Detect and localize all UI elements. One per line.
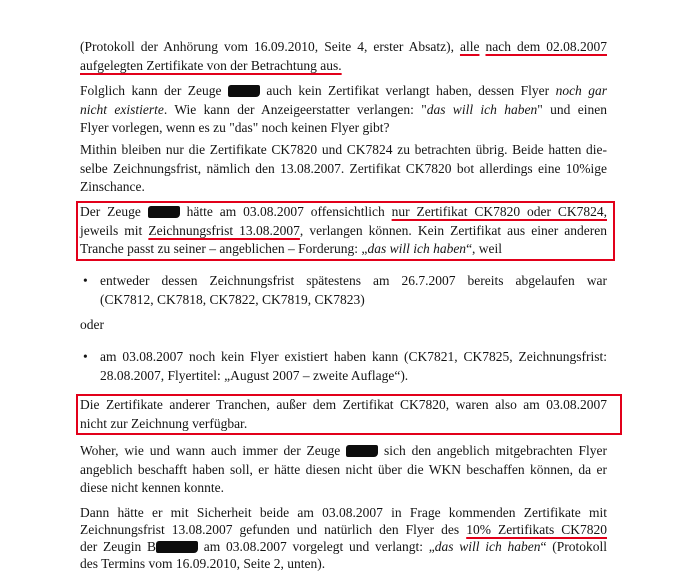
text-line [100,291,607,310]
paragraph-lines [80,316,607,335]
text-segment: Dann hätte er mit Sicherheit beide am 03.08.2007 in Frage kommenden Zertifikate mit [80,505,607,520]
text-line [80,461,607,480]
text-segment: jeweils mit [80,222,149,238]
conjunction-oder [80,316,607,335]
highlighted-paragraph-availability [76,394,622,435]
text-line [80,396,607,415]
underlined-text: aufgelegten Zertifikate von der Betrachtung aus. [80,57,342,73]
paragraph-remaining-certificates [80,141,607,197]
bullet-glyph: • [83,273,88,288]
text-segment: des Termins vom 16.09.2010, Seite 2, unten). [80,556,326,571]
italic-text: das will ich haben [434,539,541,554]
underlined-text: Zeichnungsfrist 13.08.2007 [148,222,300,238]
text-line [80,141,607,160]
paragraph-flyer-presented [80,504,607,572]
text-line [100,367,607,386]
redaction-mark [346,445,378,457]
paragraph-protocol-reference [80,38,607,75]
text-segment: " und einen [537,101,607,117]
text-line [80,222,607,241]
text-segment: hätte am 03.08.2007 offensichtlich [179,204,392,219]
text-segment: Woher, wie und wann auch immer der Zeuge [80,443,347,458]
text-segment: Die Zertifikate anderer Tranchen, außer dem Zertifikat CK7820, waren also am 03.08.2007 [80,397,607,412]
text-line [100,348,607,367]
text-segment: am 03.08.2007 vorgelegt und verlangt: „ [198,539,435,554]
redaction-mark [228,85,260,97]
text-segment: (CK7812, CK7818, CK7822, CK7819, CK7823) [100,291,365,307]
paragraph-lines [80,82,607,138]
text-segment: auch kein Zertifikat verlangt haben, dessen Flyer [259,83,556,98]
paragraph-flyer-not-existing [80,82,607,138]
bullet-glyph: • [83,349,88,364]
text-segment: am 03.08.2007 noch kein Flyer existiert haben kann (CK7821, CK7825, Zeichnungsfrist: [100,349,607,364]
text-segment: nicht zur Zeichnung verfügbar. [80,415,248,431]
text-segment: “, weil [466,241,503,256]
bullet-lines [100,348,607,385]
text-line [80,504,607,521]
text-line [80,101,607,120]
paragraph-lines [80,203,607,259]
text-line [80,555,607,572]
text-segment: “ (Protokoll [540,539,607,554]
text-segment: . Wie kann der Anzeigeerstatter verlangen: " [163,101,427,117]
underlined-text: 10% Zertifikats CK7820 [466,522,607,537]
text-line [80,240,607,259]
text-line [80,521,607,538]
text-segment: Der Zeuge [80,204,148,219]
underlined-text: nur Zertifikat CK7820 oder CK7824, [391,204,607,219]
bullet-item-no-flyer [80,348,607,385]
bullet-lines [100,272,607,309]
text-segment: Mithin bleiben nur die Zertifikate CK7820 und CK7824 zu betrachten übrig. Beide hatten die- [80,142,607,157]
text-line [80,119,607,138]
text-segment: Flyer vorlegen, wenn es zu "das" noch keinen Flyer gibt? [80,120,390,135]
paragraph-lines [80,396,607,433]
text-line [100,272,607,291]
text-segment: Folglich kann der Zeuge [80,83,228,98]
text-line [80,415,607,434]
text-line [80,57,607,76]
text-line [80,316,607,335]
text-line [80,82,607,101]
text-line [80,538,607,555]
text-segment: Zinschance. [80,179,145,194]
paragraph-lines [80,504,607,572]
text-segment: diese nicht kennen konnte. [80,480,224,495]
redaction-mark [148,206,180,218]
italic-text: nicht existierte [80,101,164,117]
text-line [80,38,607,57]
text-segment: (Protokoll der Anhörung vom 16.09.2010, Seite 4, erster Absatz), [80,39,460,54]
underlined-text: nach dem 02.08.2007 [485,39,607,54]
text-segment: selbe Zeichnungsfrist, nämlich den 13.08.2007. Zertifikat CK7820 bot allerdings eine 10%ige [80,160,607,176]
text-segment: Zeichnungsfrist 13.08.2007 gefunden und natürlich den Flyer des [80,522,467,537]
text-segment: , verlangen können. Kein Zertifikat aus einer anderen [299,222,607,238]
italic-text: das will ich haben [367,241,467,256]
text-line [80,442,607,461]
italic-text: noch gar [555,83,608,98]
text-segment: angeblich beschafft haben soll, er hätte diesen nicht über die WKN beschaffen können, da er [80,461,607,477]
text-segment: 28.08.2007, Flyertitel: „August 2007 – zweite Auflage“). [100,367,409,383]
text-segment: oder [80,317,104,332]
text-line [80,203,607,222]
underlined-text: alle [459,39,480,54]
paragraph-lines [80,442,607,498]
highlighted-paragraph-witness-request [76,201,615,261]
text-line [80,160,607,179]
italic-text: das will ich haben [426,101,538,117]
text-segment: sich den angeblich mitgebrachten Flyer [378,443,607,458]
text-segment: Tranche passt zu seiner – angeblichen – Forderung: „ [80,241,368,256]
paragraph-lines [80,141,607,197]
bullet-item-expired-deadline [80,272,607,309]
paragraph-flyer-source [80,442,607,498]
paragraph-lines [80,38,607,75]
text-line [80,479,607,498]
text-segment: entweder dessen Zeichnungsfrist spätestens am 26.7.2007 bereits abgelaufen war [100,273,607,288]
text-segment: der Zeugin B [80,539,156,554]
redaction-mark [156,541,198,553]
text-line [80,178,607,197]
